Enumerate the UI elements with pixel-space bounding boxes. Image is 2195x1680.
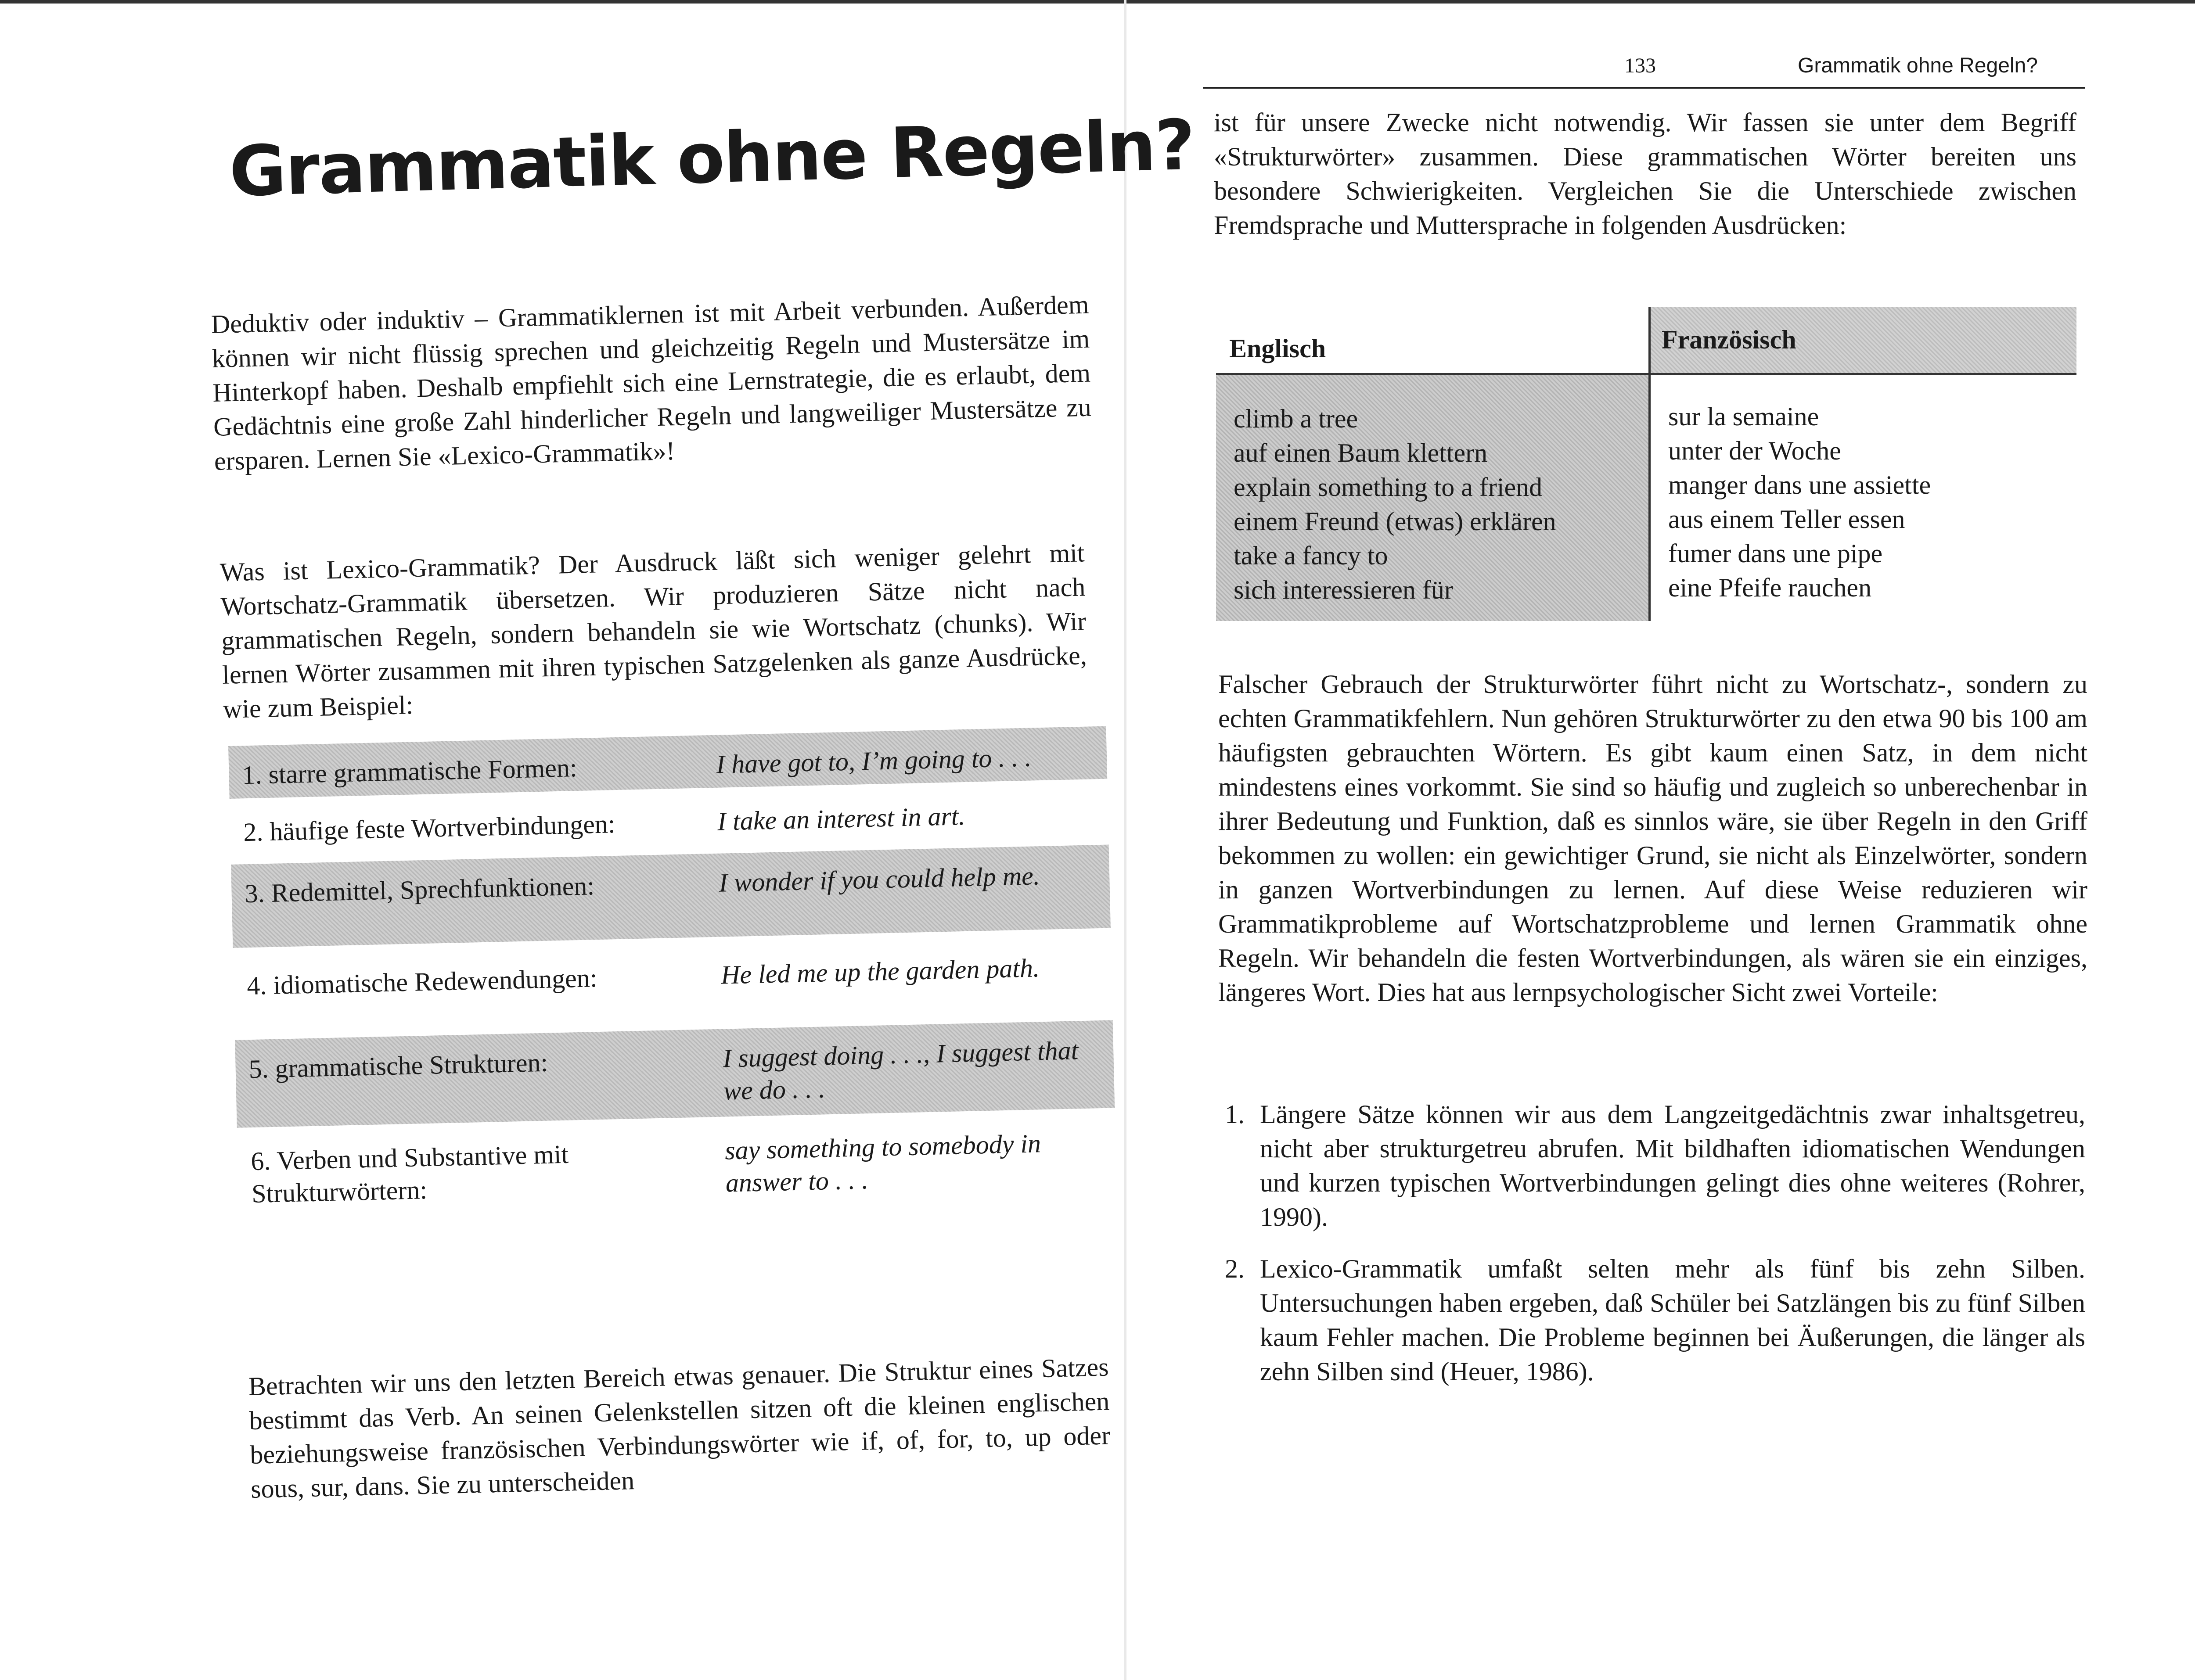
example-label: 5. grammatische Strukturen:: [248, 1048, 548, 1084]
table-line: sur la semaine: [1668, 402, 1819, 431]
comparison-table: [1216, 307, 2076, 623]
list-number: 1.: [1225, 1100, 1245, 1129]
table-line: sich interessieren für: [1234, 575, 1453, 604]
table-line: aus einem Teller essen: [1668, 505, 1905, 534]
example-text: He led me up the garden path.: [720, 953, 1040, 990]
question-paragraph: [220, 535, 1088, 726]
table-line: eine Pfeife rauchen: [1668, 573, 1872, 602]
table-line: explain something to a friend: [1234, 473, 1543, 502]
chapter-title: Grammatik ohne Regeln?: [228, 104, 1196, 212]
table-line: einem Freund (etwas) erklären: [1234, 507, 1556, 536]
list-number: 2.: [1225, 1254, 1245, 1283]
table-line: climb a tree: [1234, 404, 1358, 433]
example-label: 3. Redemittel, Sprechfunktionen:: [244, 871, 595, 908]
table-line: manger dans une assiette: [1668, 470, 1931, 499]
example-label: 2. häufige feste Wortverbindungen:: [243, 809, 616, 847]
list-text: Lexico-Grammatik umfaßt selten mehr als fünf bis zehn Silben. Untersuchungen haben ergeben, daß Schüler bei Satzlängen bis zu fünf Silben kaum Fehler machen. Die Probleme beginnen bei Äußerungen, die länger als zehn Silben sind (Heuer, 1986).: [1260, 1254, 2085, 1386]
table-line: take a fancy to: [1234, 541, 1388, 570]
example-text: say something to somebody in answer to . . .: [724, 1129, 1041, 1198]
running-title: Grammatik ohne Regeln?: [1798, 54, 2038, 77]
column-header-english: Englisch: [1229, 334, 1326, 363]
body-text: Falscher Gebrauch der Strukturwörter führt nicht zu Wortschatz-, sondern zu echten Grammatikfehlern. Nun gehören Strukturwörter zu den etwa 90 bis 100 am häufigsten gebrauchten Wörtern. Es gibt kaum einen Satz, in dem nicht mindestens eines vorkommt. Sie sind so häufig und zugleich so unberechenbar in ihrer Bedeutung und Funktion, daß es sinnlos wäre, sie über Regeln in den Griff bekommen zu wollen: ein gewichtiger Grund, sie nicht als Einzelwörter, sondern in ganzen Wortverbindungen zu lernen. Auf diese Weise reduzieren wir Grammatikprobleme auf Wortschatzprobleme und lernen Grammatik ohne Regeln. Wir behandeln die festen Wortverbindungen, als wären sie ein einziges, längeres Wort. Dies hat aus lernpsychologischer Sicht zwei Vorteile:: [1218, 670, 2087, 1007]
table-line: auf einen Baum klettern: [1234, 438, 1488, 467]
intro-paragraph: [211, 287, 1092, 478]
right-intro-paragraph: [1214, 105, 2076, 242]
list-text: Längere Sätze können wir aus dem Langzeitgedächtnis zwar inhaltsgetreu, nicht aber strukturgetreu abrufen. Mit bildhaften idiomatischen Wendungen und kurzen typischen Wortverbindungen gelingt dies ohne weiteres (Rohrer, 1990).: [1260, 1100, 2085, 1231]
closing-paragraph: [248, 1350, 1112, 1506]
french-column: [1668, 399, 1931, 605]
example-label: 4. idiomatische Redewendungen:: [246, 963, 598, 1001]
book-spine: [1124, 0, 1126, 1680]
example-table: [228, 726, 1117, 1216]
advantages-list: [1225, 1097, 2085, 1406]
column-header-french: Französisch: [1662, 325, 1796, 354]
question-text: Was ist Lexico-Grammatik? Der Ausdruck läßt sich weniger gelehrt mit Wortschatz-Grammatik übersetzen. Wir produzieren Sätze nicht nach grammatischen Regeln, sondern behandeln sie wie Wortschatz (chunks). Wir lernen Wörter zusammen mit ihren typischen Satzgelenken als ganze Ausdrücke, wie zum Beispiel:: [220, 538, 1087, 724]
example-text: I suggest doing . . ., I suggest that we do . . .: [722, 1036, 1079, 1106]
column-divider: [1648, 307, 1651, 621]
closing-text: Betrachten wir uns den letzten Bereich etwas genauer. Die Struktur eines Satzes bestimmt das Verb. An seinen Gelenkstellen sitzen oft die kleinen englischen beziehungsweise französischen Verbindungswörter wie if, of, for, to, up oder sous, sur, dans. Sie zu unterscheiden: [248, 1352, 1111, 1504]
table-line: unter der Woche: [1668, 436, 1841, 465]
example-text: I have got to, I’m going to . . .: [716, 743, 1032, 779]
page-number: 133: [1624, 54, 1656, 77]
table-line: fumer dans une pipe: [1668, 539, 1883, 568]
example-text: I take an interest in art.: [717, 801, 966, 836]
example-label: 1. starre grammatische Formen:: [241, 753, 578, 790]
example-label: 6. Verben und Substantive mit Strukturwörtern:: [250, 1139, 569, 1209]
list-item: [1225, 1097, 2085, 1234]
list-item: [1225, 1252, 2085, 1389]
right-intro-text: ist für unsere Zwecke nicht notwendig. Wir fassen sie unter dem Begriff «Strukturwörter» zusammen. Diese grammatischen Wörter bereiten uns besondere Schwierigkeiten. Vergleichen Sie die Unterschiede zwischen Fremdsprache und Muttersprache in folgenden Ausdrücken:: [1214, 108, 2076, 240]
page-edge: [0, 0, 2195, 4]
body-paragraph: [1218, 667, 2087, 1009]
intro-text: Deduktiv oder induktiv – Grammatiklernen ist mit Arbeit verbunden. Außerdem können wir nicht flüssig sprechen und gleichzeitig Regeln und Mustersätze im Hinterkopf haben. Deshalb empfiehlt sich eine Lernstrategie, die es erlaubt, dem Gedächtnis eine große Zahl hinderlicher Regeln und langweiliger Mustersätze zu ersparen. Lernen Sie «Lexico-Grammatik»!: [211, 290, 1092, 476]
english-column: [1234, 402, 1556, 607]
example-text: I wonder if you could help me.: [718, 861, 1040, 897]
